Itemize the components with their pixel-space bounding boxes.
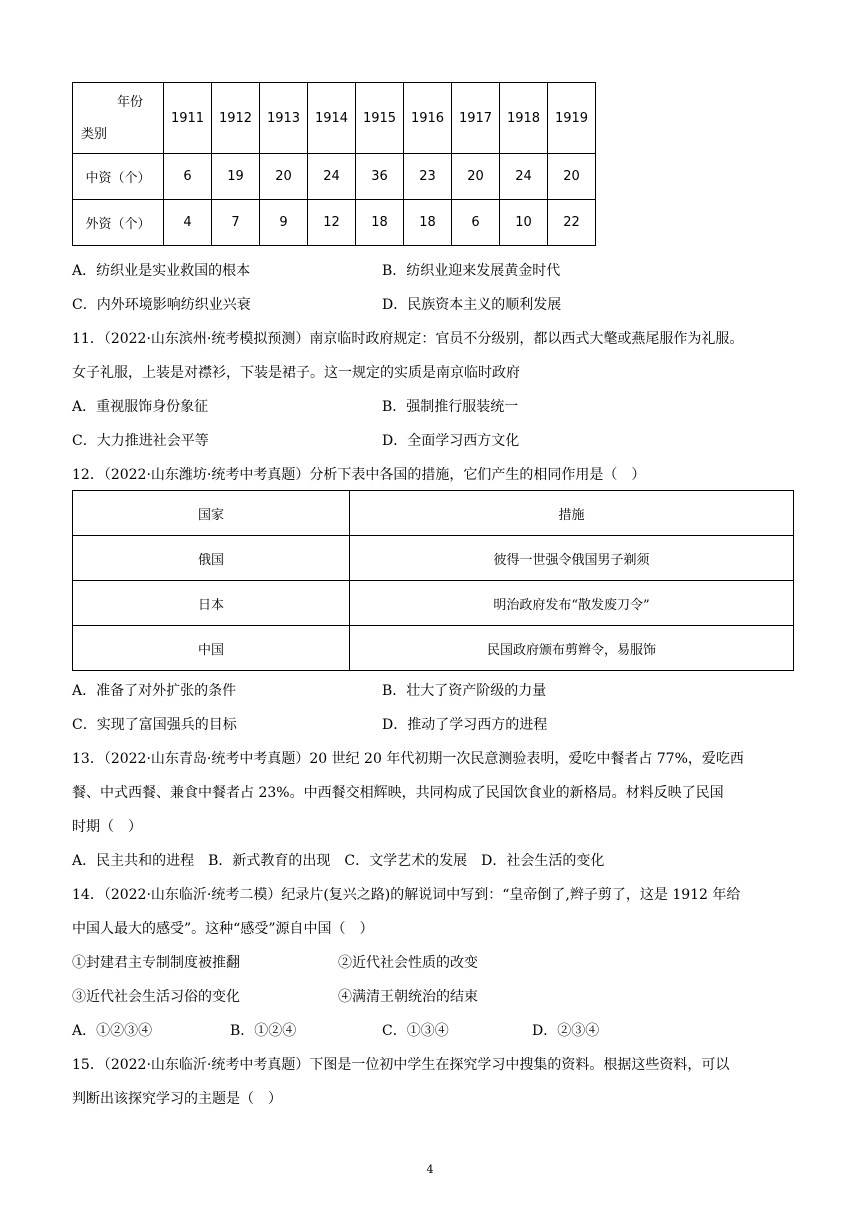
table-header-row xyxy=(73,491,794,536)
page-number: 4 xyxy=(426,1163,434,1176)
table-cell: 6 xyxy=(452,200,500,246)
question-13-text-cont: 时期（ ） xyxy=(72,819,142,835)
option-d: D．全面学习西方文化 xyxy=(382,433,520,449)
table-row xyxy=(73,581,794,626)
header-cell: 国家 xyxy=(73,491,350,536)
table-cell: 22 xyxy=(548,200,596,246)
option-b: B．强制推行服装统一 xyxy=(382,399,519,415)
question-11-text-cont: 女子礼服，上装是对襟衫，下装是裙子。这一规定的实质是南京临时政府 xyxy=(72,365,520,381)
year-cell: 1919 xyxy=(548,83,596,154)
option-d: D．②③④ xyxy=(532,1023,600,1039)
table-cell: 18 xyxy=(404,200,452,246)
year-cell: 1911 xyxy=(164,83,212,154)
table-cell: 20 xyxy=(452,154,500,200)
statement-2: ②近代社会性质的改变 xyxy=(338,955,478,971)
table-header-row xyxy=(73,83,596,154)
option-a: A．准备了对外扩张的条件 xyxy=(72,683,237,699)
question-14-text-cont: 中国人最大的感受”。这种“感受”源自中国（ ） xyxy=(72,921,374,937)
header-type: 类别 xyxy=(81,127,108,142)
statement-4: ④满清王朝统治的结束 xyxy=(338,989,478,1005)
table-cell: 24 xyxy=(500,154,548,200)
table-row xyxy=(73,536,794,581)
row-label: 中资（个） xyxy=(73,154,164,200)
option-d: D．民族资本主义的顺利发展 xyxy=(382,297,562,313)
table-cell: 9 xyxy=(260,200,308,246)
question-14-text: 14．（2022·山东临沂·统考二模）纪录片(复兴之路)的解说词中写到：“皇帝倒了,辫子剪了，这是 1912 年给 xyxy=(72,887,741,903)
table-cell: 24 xyxy=(308,154,356,200)
statement-1: ①封建君主专制制度被推翻 xyxy=(72,955,240,971)
table-cell: 20 xyxy=(260,154,308,200)
year-cell: 1918 xyxy=(500,83,548,154)
question-12-text: 12．（2022·山东潍坊·统考中考真题）分析下表中各国的措施，它们产生的相同作用是（ ） xyxy=(72,467,646,483)
year-cell: 1916 xyxy=(404,83,452,154)
option-c: C．实现了富国强兵的目标 xyxy=(72,717,237,733)
table-cell: 中国 xyxy=(73,626,350,671)
statement-3: ③近代社会生活习俗的变化 xyxy=(72,989,240,1005)
table-cell: 12 xyxy=(308,200,356,246)
table-cell: 俄国 xyxy=(73,536,350,581)
diagonal-header-cell xyxy=(73,83,164,154)
year-cell: 1914 xyxy=(308,83,356,154)
table-cell: 36 xyxy=(356,154,404,200)
table-cell: 民国政府颁布剪辫令，易服饰 xyxy=(350,626,794,671)
question-13-options: A．民主共和的进程 B．新式教育的出现 C．文学艺术的发展 D．社会生活的变化 xyxy=(72,853,605,869)
year-cell: 1915 xyxy=(356,83,404,154)
table-cell: 19 xyxy=(212,154,260,200)
option-c: C．大力推进社会平等 xyxy=(72,433,209,449)
investment-table xyxy=(72,82,596,246)
table-cell: 7 xyxy=(212,200,260,246)
table-cell: 6 xyxy=(164,154,212,200)
table-cell: 4 xyxy=(164,200,212,246)
option-c: C．内外环境影响纺织业兴衰 xyxy=(72,297,251,313)
option-b: B．壮大了资产阶级的力量 xyxy=(382,683,547,699)
measures-table xyxy=(72,490,794,671)
option-c: C．①③④ xyxy=(382,1023,449,1039)
row-label: 外资（个） xyxy=(73,200,164,246)
question-11-text: 11．（2022·山东滨州·统考模拟预测）南京临时政府规定：官员不分级别，都以西式大氅或燕尾服作为礼服。 xyxy=(72,331,744,347)
table-cell: 明治政府发布“散发废刀令” xyxy=(350,581,794,626)
table-row xyxy=(73,626,794,671)
year-cell: 1912 xyxy=(212,83,260,154)
question-13-text-cont: 餐、中式西餐、兼食中餐者占 23%。中西餐交相辉映，共同构成了民国饮食业的新格局。材料反映了民国 xyxy=(72,785,724,801)
option-a: A．重视服饰身份象征 xyxy=(72,399,209,415)
table-cell: 20 xyxy=(548,154,596,200)
question-13-text: 13．（2022·山东青岛·统考中考真题）20 世纪 20 年代初期一次民意测验表明，爱吃中餐者占 77%，爱吃西 xyxy=(72,751,744,767)
header-year: 年份 xyxy=(117,95,144,110)
option-b: B．①②④ xyxy=(230,1023,297,1039)
table-cell: 日本 xyxy=(73,581,350,626)
option-d: D．推动了学习西方的进程 xyxy=(382,717,548,733)
question-15-text: 15．（2022·山东临沂·统考中考真题）下图是一位初中学生在探究学习中搜集的资料。根据这些资料，可以 xyxy=(72,1057,730,1073)
table-row xyxy=(73,200,596,246)
option-b: B．纺织业迎来发展黄金时代 xyxy=(382,263,561,279)
header-cell: 措施 xyxy=(350,491,794,536)
year-cell: 1917 xyxy=(452,83,500,154)
table-cell: 10 xyxy=(500,200,548,246)
question-15-text-cont: 判断出该探究学习的主题是（ ） xyxy=(72,1091,282,1107)
table-cell: 18 xyxy=(356,200,404,246)
option-a: A．纺织业是实业救国的根本 xyxy=(72,263,251,279)
year-cell: 1913 xyxy=(260,83,308,154)
table-row xyxy=(73,154,596,200)
table-cell: 23 xyxy=(404,154,452,200)
table-cell: 彼得一世强令俄国男子剃须 xyxy=(350,536,794,581)
option-a: A．①②③④ xyxy=(72,1023,153,1039)
